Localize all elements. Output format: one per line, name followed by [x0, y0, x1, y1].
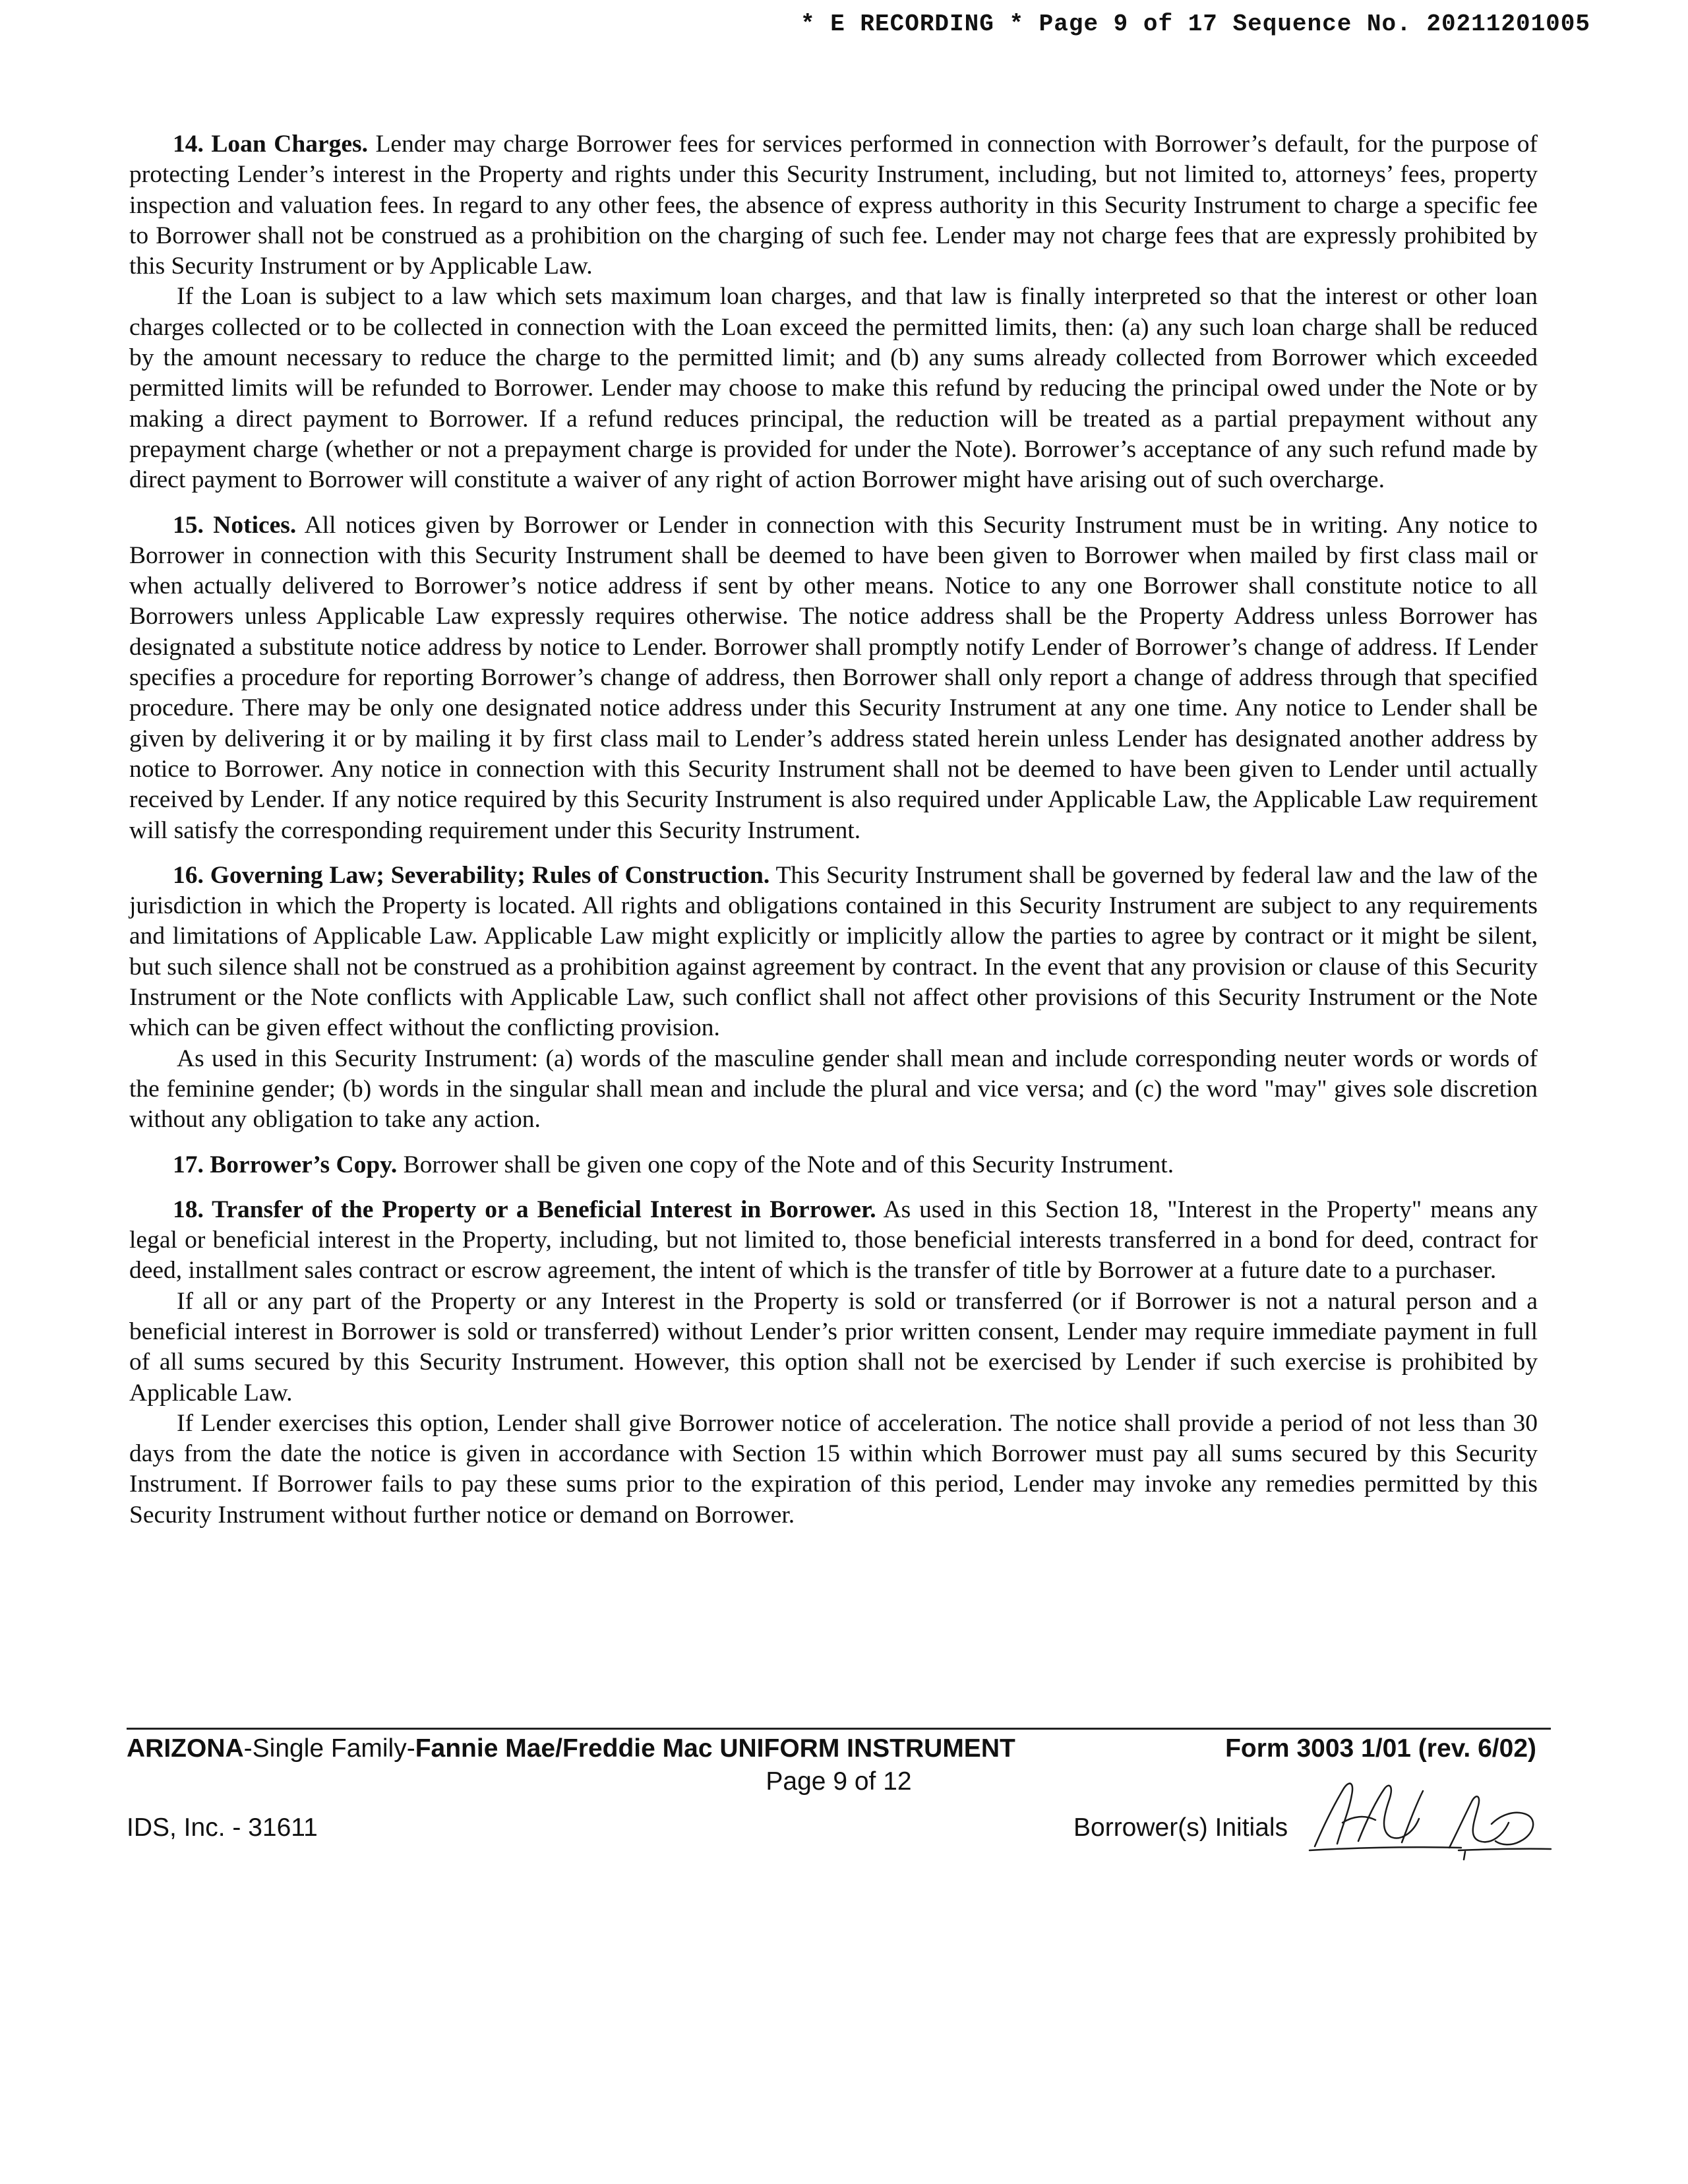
paragraph-text: All notices given by Borrower or Lender in connection with this Security Instrument must be in writing. Any notice to Borrower in connection with this Security Instrument shall be deemed to have been given to Borrower when mailed by first class mail or when actually delivered to Borrower’s notice address if sent by other means. Notice to any one Borrower shall constitute notice to all Borrowers unless Applicable Law expressly requires otherwise. The notice address shall be the Property Address unless Borrower has designated a substitute notice address by notice to Lender. Borrower shall promptly notify Lender of Borrower’s change of address. If Lender specifies a procedure for reporting Borrower’s change of address, then Borrower shall only report a change of address through that specified procedure. There may be only one designated notice address under this Security Instrument at any one time. Any notice to Lender shall be given by delivering it or by mailing it by first class mail to Lender’s address stated herein unless Lender has designated another address by notice to Borrower. Any notice in connection with this Security Instrument shall not be deemed to have been given to Lender until actually received by Lender. If any notice required by this Security Instrument is also required under Applicable Law, the Applicable Law requirement will satisfy the corresponding requirement under this Security Instrument. — [129, 511, 1538, 844]
section-loan-charges — [129, 129, 1538, 496]
section-heading: 15. Notices. — [173, 511, 297, 539]
e-recording-header: * E RECORDING * Page 9 of 17 Sequence No. 20211201005 — [800, 11, 1590, 38]
paragraph-text: Borrower shall be given one copy of the Note and of this Security Instrument. — [403, 1151, 1174, 1178]
initials-label: Borrower(s) Initials — [1073, 1813, 1288, 1842]
paragraph-text: Lender may charge Borrower fees for services performed in connection with Borrower’s default, for the purpose of protecting Lender’s interest in the Property and rights under this Security Instrument, including, but not limited to, attorneys’ fees, property inspection and valuation fees. In regard to any other fees, the absence of express authority in this Security Instrument to charge a specific fee to Borrower shall not be construed as a prohibition on the charging of such fee. Lender may not charge fees that are expressly prohibited by this Security Instrument or by Applicable Law. — [129, 131, 1538, 280]
section-transfer-of-property — [129, 1195, 1538, 1531]
section-heading: 18. Transfer of the Property or a Beneficial Interest in Borrower. — [173, 1196, 876, 1223]
paragraph — [129, 1150, 1538, 1180]
paragraph — [129, 1195, 1538, 1287]
paragraph — [129, 129, 1538, 282]
section-borrowers-copy — [129, 1150, 1538, 1180]
footer-form-title: Fannie Mae/Freddie Mac UNIFORM INSTRUMENT — [415, 1734, 1015, 1763]
footer-form-line — [127, 1733, 1551, 1765]
section-heading: 16. Governing Law; Severability; Rules of Construction. — [173, 861, 770, 889]
paragraph — [129, 510, 1538, 846]
document-body — [129, 129, 1538, 1545]
form-description — [127, 1733, 1015, 1765]
footer-page-number: Page 9 of 12 — [766, 1767, 912, 1796]
paragraph: As used in this Security Instrument: (a) words of the masculine gender shall mean and include corresponding neuter words or words of the feminine gender; (b) words in the singular shall mean and include the plural and vice versa; and (c) the word "may" gives sole discretion without any obligation to take any action. — [129, 1045, 1538, 1134]
paragraph: If Lender exercises this option, Lender shall give Borrower notice of acceleration. The notice shall provide a period of not less than 30 days from the date the notice is given in accordance with Section 15 within which Borrower must pay all sums secured by this Security Instrument. If Borrower fails to pay these sums prior to the expiration of this period, Lender may invoke any remedies permitted by this Security Instrument without further notice or demand on Borrower. — [129, 1409, 1538, 1529]
paragraph: If all or any part of the Property or any Interest in the Property is sold or transferred (or if Borrower is not a natural person and a beneficial interest in Borrower is sold or transferred) without Lender’s prior written consent, Lender may require immediate payment in full of all sums secured by this Security Instrument. However, this option shall not be exercised by Lender if such exercise is prohibited by Applicable Law. — [129, 1287, 1538, 1407]
paragraph: If the Loan is subject to a law which sets maximum loan charges, and that law is finally interpreted so that the interest or other loan charges collected or to be collected in connection with the Loan exceed the permitted limits, then: (a) any such loan charge shall be reduced by the amount necessary to reduce the charge to the permitted limit; and (b) any sums already collected from Borrower which exceeded permitted limits will be refunded to Borrower. Lender may choose to make this refund by reducing the principal owed under the Note or by making a direct payment to Borrower. If a refund reduces principal, the reduction will be treated as a partial prepayment without any prepayment charge (whether or not a prepayment charge is provided for under the Note). Borrower’s acceptance of any such refund made by direct payment to Borrower will constitute a waiver of any right of action Borrower might have arising out of such overcharge. — [129, 283, 1538, 494]
paragraph-text: As used in this Section 18, "Interest in the Property" means any legal or beneficial interest in the Property, including, but not limited to, those beneficial interests transferred in a bond for deed, contract for deed, installment sales contract or escrow agreement, the intent of which is the transfer of title by Borrower at a future date to a purchaser. — [129, 1196, 1538, 1285]
footer-initials-line — [127, 1800, 1551, 1846]
section-heading: 14. Loan Charges. — [173, 131, 368, 158]
handwritten-initials-signature — [1303, 1769, 1553, 1861]
footer-form-type: -Single Family- — [243, 1734, 415, 1763]
section-governing-law — [129, 861, 1538, 1136]
footer-divider — [127, 1728, 1551, 1730]
paragraph-text: This Security Instrument shall be governed by federal law and the law of the jurisdiction in which the Property is located. All rights and obligations contained in this Security Instrument are subject to any requirements and limitations of Applicable Law. Applicable Law might explicitly or implicitly allow the parties to agree by contract or it might be silent, but such silence shall not be construed as a prohibition against agreement by contract. In the event that any provision or clause of this Security Instrument or the Note conflicts with Applicable Law, such conflict shall not affect other provisions of this Security Instrument or the Note which can be given effect without the conflicting provision. — [129, 861, 1538, 1042]
section-notices — [129, 510, 1538, 846]
ids-identifier: IDS, Inc. - 31611 — [127, 1813, 318, 1842]
form-number: Form 3003 1/01 (rev. 6/02) — [1225, 1734, 1536, 1763]
paragraph — [129, 861, 1538, 1044]
footer-state: ARIZONA — [127, 1734, 244, 1763]
section-heading: 17. Borrower’s Copy. — [173, 1151, 398, 1178]
